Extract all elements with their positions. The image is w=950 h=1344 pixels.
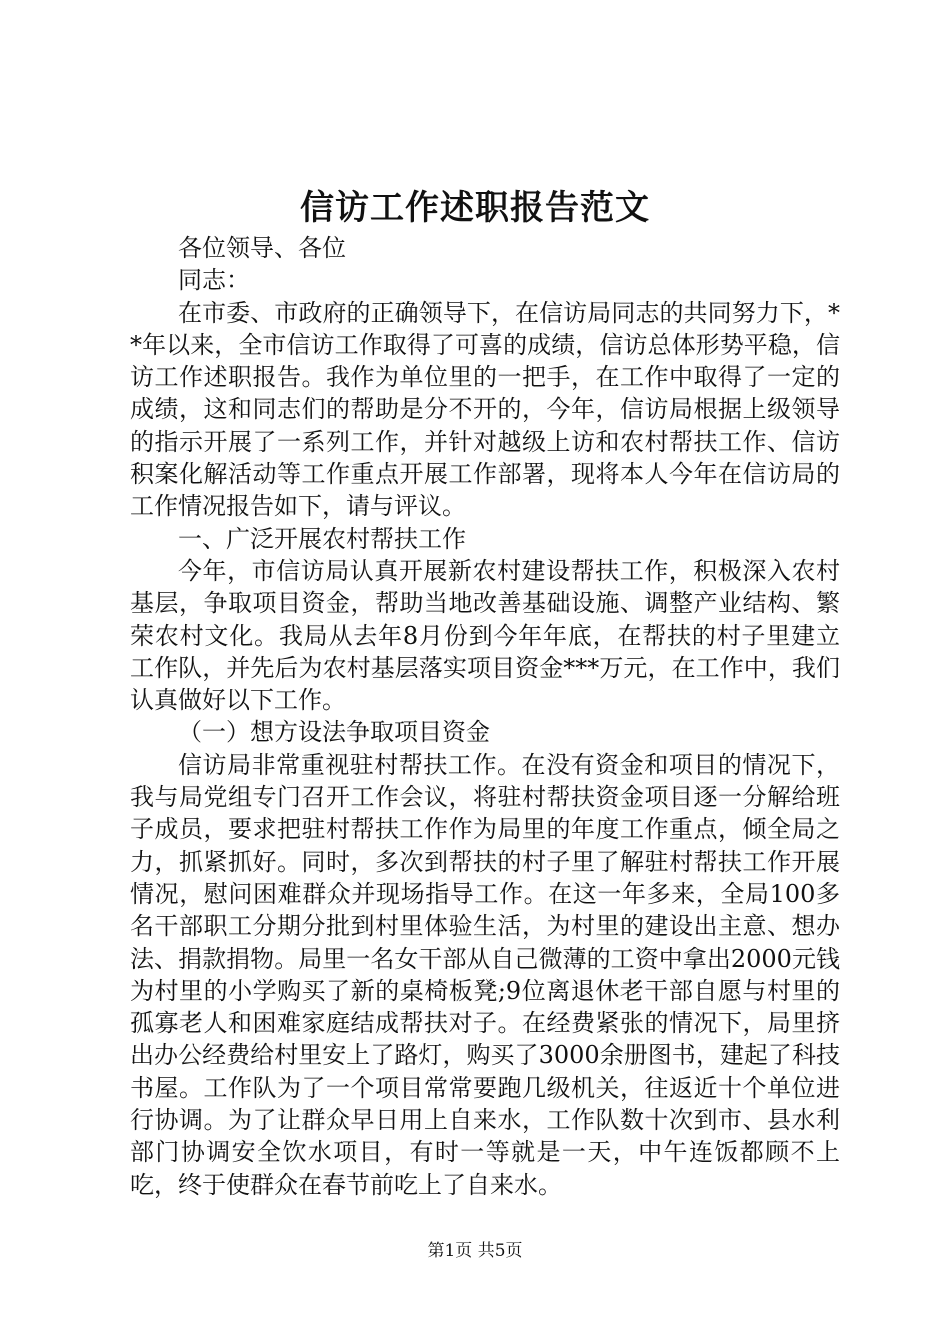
page-number-footer: 第1页 共5页 [427,1241,523,1261]
intro-paragraph: 在市委、市政府的正确领导下，在信访局同志的共同努力下，**年以来，全市信访工作取得了可喜的成绩，信访总体形势平稳，信访工作述职报告。我作为单位里的一把手，在工作中取得了一定的成绩，这和同志们的帮助是分不开的，今年，信访局根据上级领导的指示开展了一系列工作，并针对越级上访和农村帮扶工作、信访积案化解活动等工作重点开展工作部署，现将本人今年在信访局的工作情况报告如下，请与评议。 [130,298,840,521]
section-heading-1: 一、广泛开展农村帮扶工作 [178,524,466,553]
document-body [130,232,840,1201]
salutation-line-1: 各位领导、各位 [178,234,346,262]
salutation-line-2: 同志： [178,266,250,295]
subsection-paragraph-1: 信访局非常重视驻村帮扶工作。在没有资金和项目的情况下，我与局党组专门召开工作会议，将驻村帮扶资金项目逐一分解给班子成员，要求把驻村帮扶工作作为局里的年度工作重点，倾全局之力，抓紧抓好。同时，多次到帮扶的村子里了解驻村帮扶工作开展情况，慰问困难群众并现场指导工作。在这一年多来，全局100多名干部职工分期分批到村里体验生活，为村里的建设出主意、想办法、捐款捐物。局里一名女干部从自己微薄的工资中拿出2000元钱为村里的小学购买了新的桌椅板凳;9位离退休老干部自愿与村里的孤寡老人和困难家庭结成帮扶对子。在经费紧张的情况下，局里挤出办公经费给村里安上了路灯，购买了3000余册图书，建起了科技书屋。工作队为了一个项目常常要跑几级机关，往返近十个单位进行协调。为了让群众早日用上自来水，工作队数十次到市、县水利部门协调安全饮水项目，有时一等就是一天，中午连饭都顾不上吃，终于使群众在春节前吃上了自来水。 [130,750,840,1199]
subsection-heading-1: （一）想方设法争取项目资金 [178,718,490,747]
section-paragraph-1: 今年，市信访局认真开展新农村建设帮扶工作，积极深入农村基层，争取项目资金，帮助当地改善基础设施、调整产业结构、繁荣农村文化。我局从去年8月份到今年年底，在帮扶的村子里建立工作队，并先后为农村基层落实项目资金***万元，在工作中，我们认真做好以下工作。 [130,556,840,715]
document-title: 信访工作述职报告范文 [300,188,650,228]
